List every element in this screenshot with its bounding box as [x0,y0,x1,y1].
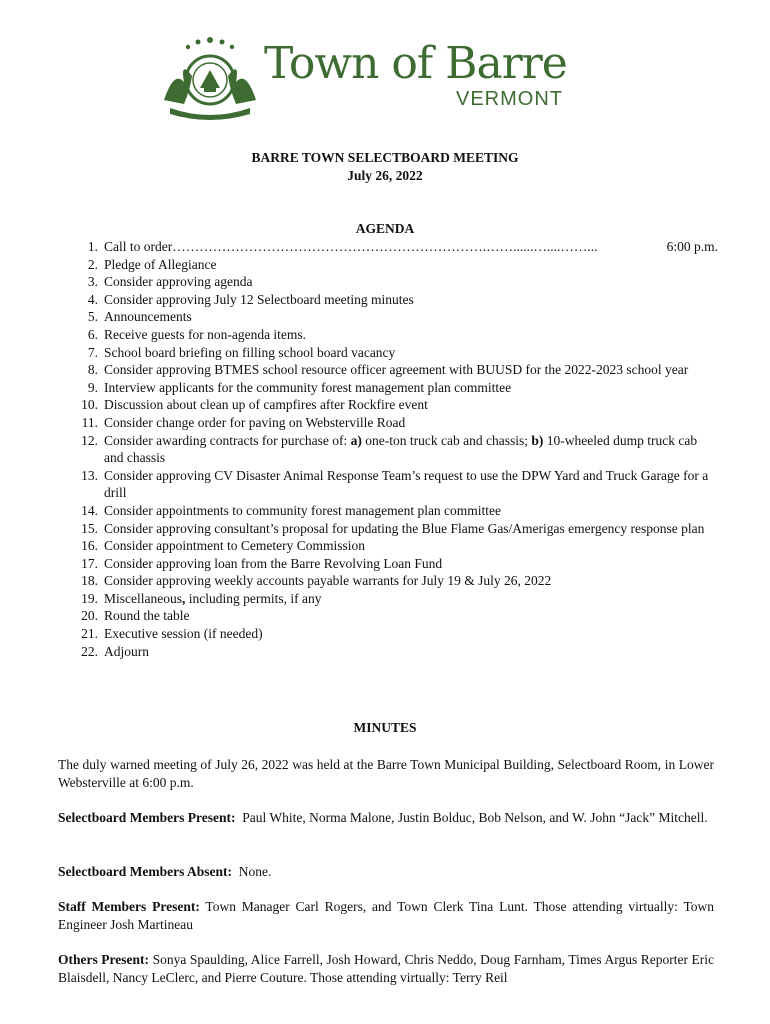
agenda-item: 5. Announcements [87,309,192,325]
agenda-item: 11. Consider change order for paving on Websterville Road [81,414,406,430]
town-logo [160,30,567,120]
members-present-label: Selectboard Members Present: [58,810,236,825]
agenda-item: 3. Consider approving agenda [87,274,253,290]
agenda-item: 1. Call to order…………………………………………………………….……......…....……... 6:00 p.m. [87,239,718,254]
meeting-title: BARRE TOWN SELECTBOARD MEETING [251,150,519,165]
members-present: Selectboard Members Present: Paul White, Norma Malone, Justin Bolduc, Bob Nelson, and W. John “Jack” Mitchell. [58,810,708,825]
others-present-label: Others Present: [58,952,150,967]
agenda-item: 9. Interview applicants for the community forest management plan committee [87,379,512,395]
agenda-item: 6. Receive guests for non-agenda items. [87,326,307,342]
agenda-heading: AGENDA [355,221,415,236]
logo-town-name: Town of Barre [264,38,567,89]
agenda-item: 22. Adjourn [81,643,149,659]
minutes-intro: The duly warned meeting of July 26, 2022 was held at the Barre Town Municipal Building, Selectboard Room, in Lower Websterville at 6:00 p.m. [58,757,714,790]
agenda-item: 18. Consider approving weekly accounts payable warrants for July 19 & July 26, 2022 [81,573,552,589]
staff-present-label: Staff Members Present: [58,899,200,914]
members-absent-label: Selectboard Members Absent: [58,864,232,879]
others-present: Others Present: Sonya Spaulding, Alice Farrell, Josh Howard, Chris Neddo, Doug Farnham, Times Argus Reporter Eric Blaisdell, Nancy LeClerc, and Pierre Couture. Those attending virtually: Terry Reil [58,952,715,985]
town-seal-icon [160,30,260,120]
agenda-item: 20. Round the table [81,608,190,624]
agenda-item: 21. Executive session (if needed) [81,626,263,642]
agenda-item: 13. Consider approving CV Disaster Animal Response Team’s request to use the DPW Yard and Truck Garage for a drill [81,467,709,501]
start-time: 6:00 p.m. [666,239,718,254]
staff-present: Staff Members Present: Town Manager Carl Rogers, and Town Clerk Tina Lunt. Those attending virtually: Town Engineer Josh Martineau [58,899,714,932]
agenda-item: 8. Consider approving BTMES school resource officer agreement with BUUSD for the 2022-2023 school year [87,362,689,378]
agenda-item: 4. Consider approving July 12 Selectboard meeting minutes [87,291,414,307]
agenda-item: 19. Miscellaneous, including permits, if any [81,590,322,606]
agenda-list [58,238,718,660]
members-absent: Selectboard Members Absent: None. [58,864,272,879]
logo-state-name: VERMONT [456,88,563,110]
dot-leader: …………………………………………………………….……......…....……... [172,239,598,254]
agenda-item: 10. Discussion about clean up of campfires after Rockfire event [81,397,428,413]
minutes-heading: MINUTES [353,720,417,735]
agenda-item: 14. Consider appointments to community forest management plan committee [81,502,502,518]
agenda-item: 16. Consider appointment to Cemetery Commission [81,538,365,554]
agenda-item: 12. Consider awarding contracts for purchase of: a) one-ton truck cab and chassis; b) 10-wheeled dump truck cab and chassis [81,432,698,466]
agenda-item: 15. Consider approving consultant’s proposal for updating the Blue Flame Gas/Amerigas emergency response plan [81,520,705,536]
agenda-item: 7. School board briefing on filling school board vacancy [87,344,396,360]
agenda-item: 17. Consider approving loan from the Barre Revolving Loan Fund [81,555,443,571]
agenda-item: 2. Pledge of Allegiance [87,256,217,272]
meeting-date: July 26, 2022 [347,168,423,183]
